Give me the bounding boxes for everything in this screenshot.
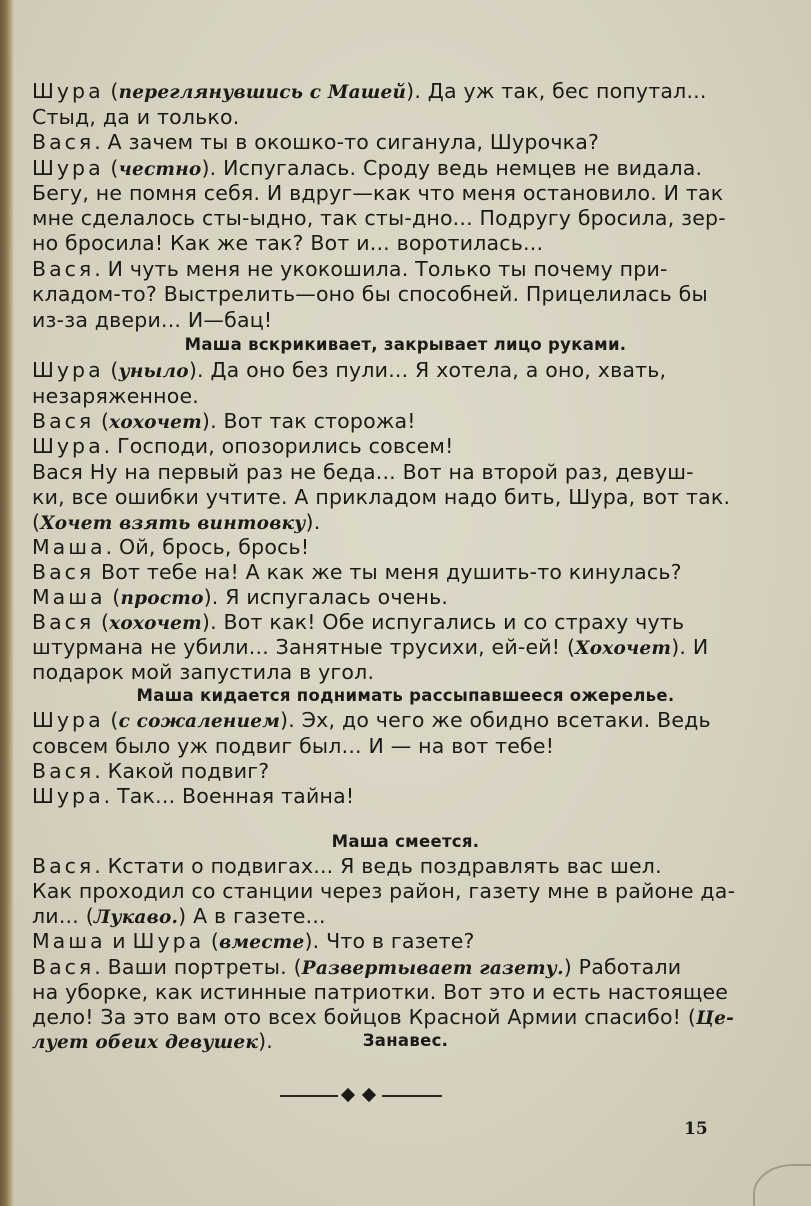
speaker-name: Маша (32, 929, 106, 953)
speaker-name: Вася (32, 759, 95, 783)
text-line (32, 433, 792, 459)
line-segment: ( (103, 156, 119, 180)
speaker-name: Вася (32, 560, 95, 584)
line-segment: . А зачем ты в окошко-то сиганула, Шурочка? (94, 130, 600, 154)
line-segment: ки, все ошибки учтите. А прикладом надо бить, Шура, вот так. (32, 485, 731, 509)
line-segment: дело! За это вам ото всех бойцов Красной Армии спасибо! ( (32, 1005, 697, 1029)
line-segment: ) Работали (563, 955, 682, 979)
text-line (32, 733, 792, 759)
line-segment: ( (94, 610, 110, 634)
text-line (32, 459, 792, 485)
italic-remark: честно (118, 159, 202, 180)
line-segment: штурмана не убили... Занятные трусихи, ей-ей! ( (32, 635, 576, 659)
italic-remark: лует обеих девушек (32, 1032, 259, 1053)
line-segment: . Ваши портреты. ( (94, 955, 302, 979)
text-line (32, 878, 792, 904)
line-segment: ). Я испугалась очень. (203, 585, 449, 609)
speaker-name: Вася (32, 257, 95, 281)
line-segment: . Кстати о подвигах... Я ведь поздравлять вас шел. (94, 854, 662, 878)
speaker-name: Вася (32, 854, 95, 878)
speaker-name: Маша (32, 585, 106, 609)
italic-remark: хохочет (109, 613, 202, 634)
line-segment: ). Да уж так, бес попутал... (406, 79, 707, 103)
text-line (32, 609, 792, 635)
italic-remark: Хочет взять винтовку (40, 513, 306, 534)
line-segment: Стыд, да и только. (32, 105, 240, 129)
line-segment: ( (105, 585, 121, 609)
line-segment: ( (103, 358, 119, 382)
line-segment: . Господи, опозорились совсем! (103, 434, 454, 458)
speaker-name: Шура (32, 708, 104, 732)
line-segment: ). Эх, до чего же обидно всетаки. Ведь (280, 708, 711, 732)
line-segment: ( (103, 79, 119, 103)
line-segment: ). (258, 1029, 274, 1053)
line-segment: ). Испугалась. Сроду ведь немцев не видала. (201, 156, 703, 180)
line-segment: ). Вот как! Обе испугались и со страху чуть (201, 610, 685, 634)
line-segment: . Ой, брось, брось! (105, 535, 310, 559)
text-line (32, 707, 792, 733)
end-ornament (280, 1086, 442, 1106)
line-segment: подарок мой запустила в угол. (32, 660, 375, 684)
page-corner-curl (753, 1164, 811, 1206)
line-segment: . Так... Военная тайна! (103, 784, 355, 808)
text-line (32, 307, 792, 333)
line-segment: из-за двери... И—бац! (32, 308, 273, 332)
italic-remark: вместе (219, 932, 305, 953)
line-segment: ). (305, 510, 321, 534)
italic-remark: Це- (696, 1008, 734, 1029)
book-spine-edge (0, 0, 14, 1206)
line-segment: незаряженное. (32, 384, 199, 408)
text-line (32, 357, 792, 383)
text-line (32, 205, 792, 231)
text-line (32, 484, 792, 510)
speaker-name: Шура (32, 79, 104, 103)
stage-direction: Маша вскрикивает, закрывает лицо руками. (184, 335, 627, 354)
line-segment: ( (204, 929, 220, 953)
page-number: 15 (684, 1119, 708, 1139)
text-line (32, 104, 792, 130)
text-line (32, 383, 792, 409)
text-line (32, 559, 792, 585)
italic-remark: уныло (118, 361, 189, 382)
line-segment: совсем было уж подвиг был... И — на вот тебе! (32, 734, 555, 758)
text-line (32, 509, 792, 535)
line-segment: Вася Ну на первый раз не беда... Вот на второй раз, девуш- (32, 460, 694, 484)
line-segment: мне сделалось сты-ыдно, так сты-дно... Подругу бросила, зер- (32, 206, 726, 230)
stage-direction: Маша кидается поднимать рассыпавшееся ожерелье. (136, 686, 675, 705)
line-segment: на уборке, как истинные патриотки. Вот это и есть настоящее (32, 980, 729, 1004)
line-segment: . И чуть меня не укокошила. Только ты почему при- (94, 257, 668, 281)
line-segment: и (105, 929, 133, 953)
speaker-name: Шура (132, 929, 205, 953)
text-line (32, 853, 792, 879)
line-segment: ). Да оно без пули... Я хотела, а оно, хвать, (188, 358, 667, 382)
text-line (32, 534, 792, 560)
speaker-name: Вася (32, 130, 95, 154)
text-line (32, 230, 792, 256)
text-line (32, 155, 792, 181)
stage-direction: Занавес. (362, 1031, 449, 1050)
italic-remark: Лукаво. (93, 907, 179, 928)
speaker-name: Шура (32, 784, 104, 808)
line-segment: ( (94, 409, 110, 433)
text-line (32, 903, 792, 929)
italic-remark: Развертывает газету. (301, 958, 564, 979)
text-line (32, 634, 792, 660)
italic-remark: с сожалением (118, 711, 281, 732)
text-line (32, 659, 792, 685)
text-line (32, 256, 792, 282)
line-segment: ли... ( (32, 904, 94, 928)
speaker-name: Шура (32, 434, 104, 458)
italic-remark: Хохочет (575, 638, 672, 659)
line-segment: Бегу, не помня себя. И вдруг—как что меня остановило. И так (32, 181, 724, 205)
line-segment: ). Что в газете? (304, 929, 475, 953)
line-segment: ( (32, 510, 41, 534)
line-segment: но бросила! Как же так? Вот и... воротилась... (32, 231, 544, 255)
italic-remark: хохочет (109, 412, 202, 433)
line-segment: Как проходил со станции через район, газету мне в районе да- (32, 879, 736, 903)
speaker-name: Вася (32, 610, 95, 634)
italic-remark: просто (120, 588, 204, 609)
text-line (32, 1004, 792, 1030)
text-line (32, 180, 792, 206)
text-line (32, 408, 792, 434)
text-line (32, 584, 792, 610)
text-line (32, 954, 792, 980)
stage-direction: Маша смеется. (331, 832, 480, 851)
speaker-name: Вася (32, 409, 95, 433)
speaker-name: Шура (32, 156, 104, 180)
speaker-name: Маша (32, 535, 106, 559)
line-segment: ) А в газете... (178, 904, 326, 928)
text-line (32, 281, 792, 307)
line-segment: ). И (671, 635, 709, 659)
line-segment: кладом-то? Выстрелить—оно бы способней. Прицелилась бы (32, 282, 708, 306)
line-segment: . Какой подвиг? (94, 759, 270, 783)
text-line (32, 129, 792, 155)
line-segment: ). Вот так сторожа! (201, 409, 416, 433)
text-line (32, 78, 792, 104)
text-line (32, 783, 792, 809)
speaker-name: Шура (32, 358, 104, 382)
text-line (32, 979, 792, 1005)
line-segment: ( (103, 708, 119, 732)
line-segment: Вот тебе на! А как же ты меня душить-то кинулась? (94, 560, 682, 584)
text-line (32, 928, 792, 954)
text-line (32, 758, 792, 784)
italic-remark: переглянувшись с Машей (118, 82, 407, 103)
speaker-name: Вася (32, 955, 95, 979)
